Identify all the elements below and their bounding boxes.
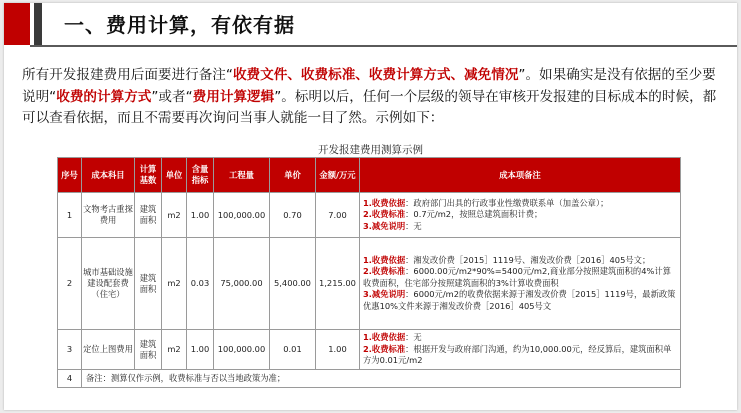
note-label: 2.收费标准	[363, 266, 406, 277]
table-row	[58, 238, 681, 330]
cost-note	[360, 238, 681, 330]
header-cell: 单价	[270, 158, 316, 193]
header-cell: 成本项备注	[360, 158, 681, 193]
footer-note: 备注：测算仅作示例，收费标准与否以当地政策为准；	[82, 370, 681, 388]
paragraph-text-1: 所有开发报建费用后面要进行备注“	[22, 67, 233, 83]
paragraph-highlight-2: 收费的计算方式	[56, 88, 152, 105]
body-paragraph	[22, 65, 722, 130]
unit-price: 0.01	[270, 330, 316, 370]
cost-note	[360, 193, 681, 238]
header-cell: 单位	[162, 158, 187, 193]
cost-item: 文物考古重探费用	[82, 193, 135, 238]
note-line	[363, 332, 677, 344]
content-index: 0.03	[187, 238, 214, 330]
header-cell: 工程量	[214, 158, 270, 193]
table-header-row	[58, 158, 681, 193]
paragraph-highlight-3: 费用计算逻辑	[192, 88, 275, 105]
cost-note	[360, 330, 681, 370]
note-text: ：6000.00元/m2*90%=5400元/m2,商业部分按照建筑面积的4%计算收费面积，住宅部分按照建筑面积的3%计算收费面积	[363, 266, 671, 288]
row-number: 4	[58, 370, 82, 388]
amount: 1.00	[316, 330, 360, 370]
note-line	[363, 266, 677, 289]
note-line	[363, 344, 677, 367]
header-separator-bar	[34, 3, 42, 47]
note-label: 3.减免说明	[363, 289, 406, 300]
content-index: 1.00	[187, 330, 214, 370]
table-row	[58, 193, 681, 238]
quantity: 75,000.00	[214, 238, 270, 330]
quantity: 100,000.00	[214, 330, 270, 370]
row-number: 2	[58, 238, 82, 330]
cost-item: 城市基础设施建设配套费（住宅）	[82, 238, 135, 330]
header-cell: 成本科目	[82, 158, 135, 193]
note-text: ：6000元/m2的收费依据来源于湘发改价费［2015］1119号，最新政策优惠10%文件来源于湘发改价费［2016］405号文	[363, 289, 676, 311]
note-line	[363, 209, 677, 221]
unit: m2	[162, 330, 187, 370]
cost-estimate-table	[57, 157, 681, 388]
unit-price: 5,400.00	[270, 238, 316, 330]
cost-item: 定位上图费用	[82, 330, 135, 370]
note-line	[363, 289, 677, 312]
header-cell: 计算基数	[135, 158, 162, 193]
note-text: ：无	[405, 220, 422, 231]
table-row	[58, 330, 681, 370]
paragraph-highlight-1: 收费文件、收费标准、收费计算方式、减免情况	[232, 67, 519, 83]
note-text: ：无	[405, 332, 422, 343]
table-caption: 开发报建费用测算示例	[318, 144, 423, 156]
note-label: 1.收费依据	[363, 197, 406, 208]
unit: m2	[162, 238, 187, 330]
header-cell: 含量指标	[187, 158, 214, 193]
note-text: ：政府部门出具的行政事业性缴费联系单（加盖公章）；	[405, 197, 609, 208]
note-line	[363, 255, 677, 267]
amount: 1,215.00	[316, 238, 360, 330]
note-label: 1.收费依据	[363, 254, 406, 265]
unit: m2	[162, 193, 187, 238]
calc-base: 建筑面积	[135, 238, 162, 330]
table-footer-row	[58, 370, 681, 388]
slide-title: 一、费用计算，有依有据	[64, 13, 295, 37]
amount: 7.00	[316, 193, 360, 238]
note-text: ：湘发改价费［2015］1119号、湘发改价费［2016］405号文；	[405, 254, 651, 265]
calc-base: 建筑面积	[135, 330, 162, 370]
note-line	[363, 198, 677, 210]
header-cell: 金额/万元	[316, 158, 360, 193]
header-underline	[30, 45, 737, 47]
note-text: ：根据开发与政府部门沟通，约为10,000.00元，经反算后，建筑面积单方为0.01元/m2	[363, 343, 672, 366]
note-text: ：0.7元/m2，按照总建筑面积计费；	[405, 209, 543, 220]
header-accent-bar	[4, 3, 30, 45]
unit-price: 0.70	[270, 193, 316, 238]
slide	[4, 3, 737, 410]
calc-base: 建筑面积	[135, 193, 162, 238]
note-label: 3.减免说明	[363, 220, 406, 231]
paragraph-text-3: ”或者“	[151, 88, 193, 105]
note-label: 1.收费依据	[363, 332, 406, 343]
quantity: 100,000.00	[214, 193, 270, 238]
content-index: 1.00	[187, 193, 214, 238]
header-cell: 序号	[58, 158, 82, 193]
paragraph-text-4: ”。标明以后，任何一个层级的领导在审核开发报建的目标成本的时候，都可以查看依据，而且不需要再次询问当事人就能一目了然。示例如下：	[22, 88, 717, 127]
row-number: 3	[58, 330, 82, 370]
row-number: 1	[58, 193, 82, 238]
note-label: 2.收费标准	[363, 343, 406, 354]
paragraph-text-2: ”。如果确实是没有依据的至少要说明“	[22, 67, 716, 105]
note-line	[363, 221, 677, 233]
note-label: 2.收费标准	[363, 209, 406, 220]
